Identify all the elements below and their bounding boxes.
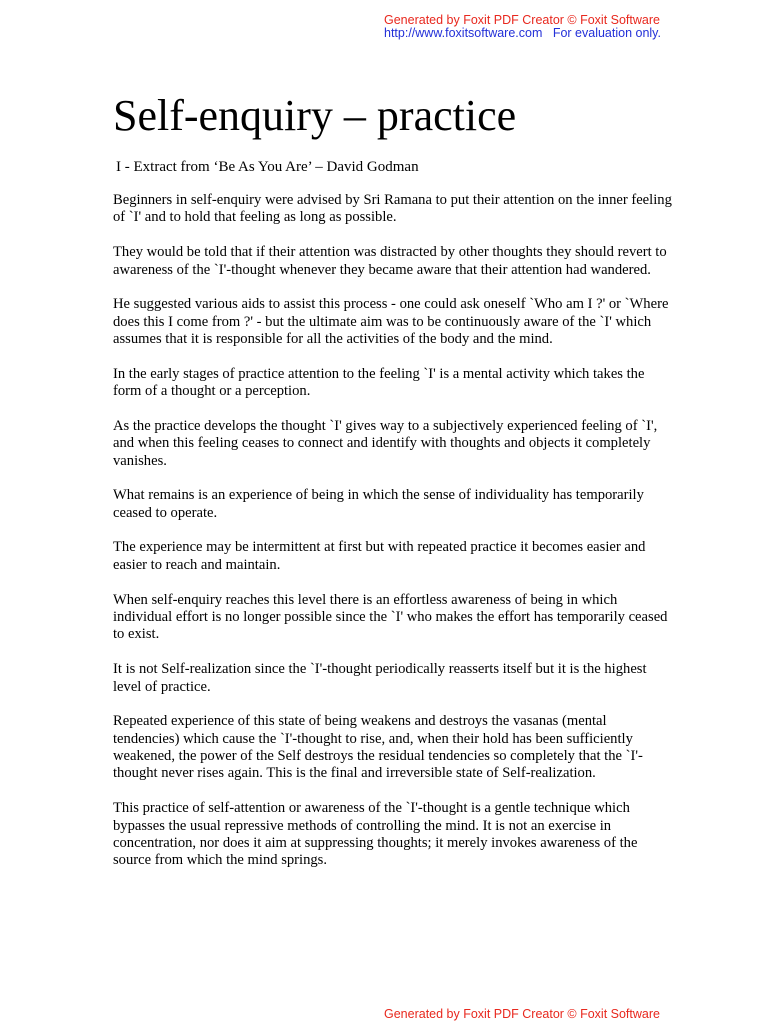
paragraph: Repeated experience of this state of being weakens and destroys the vasanas (mental tendencies) which cause the `I'-thought to rise, and, when their hold has been sufficiently weakened, the power of the Self destroys the residual tendencies so completely that the `I'-thought never rises again. This is the final and irreversible state of Self-realization. <box>113 713 643 782</box>
watermark-url-line <box>384 27 661 40</box>
paragraph: He suggested various aids to assist this process - one could ask oneself `Who am I ?' or `Where does this I come from ?' - but the ultimate aim was to be continuously aware of the `I' which assumes that it is responsible for all the activities of the body and the mind. <box>113 296 669 348</box>
page-title: Self-enquiry – practice <box>113 91 517 140</box>
paragraph: In the early stages of practice attention to the feeling `I' is a mental activity which takes the form of a thought or a perception. <box>113 365 645 400</box>
paragraph: This practice of self-attention or awareness of the `I'-thought is a gentle technique which bypasses the usual repressive methods of controlling the mind. It is not an exercise in concentration, nor does it aim at suppressing thoughts; it merely invokes awareness of the source from which the mind springs. <box>113 800 638 869</box>
watermark-generated-text: Generated by Foxit PDF Creator © Foxit Software <box>384 13 660 27</box>
paragraph: The experience may be intermittent at first but with repeated practice it becomes easier and easier to reach and maintain. <box>113 539 646 573</box>
paragraph: What remains is an experience of being in which the sense of individuality has temporarily ceased to operate. <box>113 487 644 521</box>
paragraph: It is not Self-realization since the `I'-thought periodically reasserts itself but it is the highest level of practice. <box>113 661 647 695</box>
watermark-footer <box>384 1008 660 1021</box>
watermark-eval-text: For evaluation only. <box>552 26 661 40</box>
document-subtitle: I - Extract from ‘Be As You Are’ – David Godman <box>116 159 419 175</box>
watermark-url-link[interactable]: http://www.foxitsoftware.com <box>384 26 543 40</box>
paragraph: When self-enquiry reaches this level there is an effortless awareness of being in which individual effort is no longer possible since the `I' who makes the effort has temporarily ceased to exist. <box>113 591 668 643</box>
paragraph: They would be told that if their attention was distracted by other thoughts they should revert to awareness of the `I'-thought whenever they became aware that their attention had wandered. <box>113 244 667 278</box>
watermark-header <box>384 14 661 40</box>
document-body <box>113 192 673 887</box>
paragraph: As the practice develops the thought `I' gives way to a subjectively experienced feeling of `I', and when this feeling ceases to connect and identify with thoughts and objects it completely vanishes. <box>113 417 658 469</box>
paragraph: Beginners in self-enquiry were advised by Sri Ramana to put their attention on the inner feeling of `I' and to hold that feeling as long as possible. <box>113 192 672 226</box>
watermark-footer-text: Generated by Foxit PDF Creator © Foxit Software <box>384 1007 660 1021</box>
